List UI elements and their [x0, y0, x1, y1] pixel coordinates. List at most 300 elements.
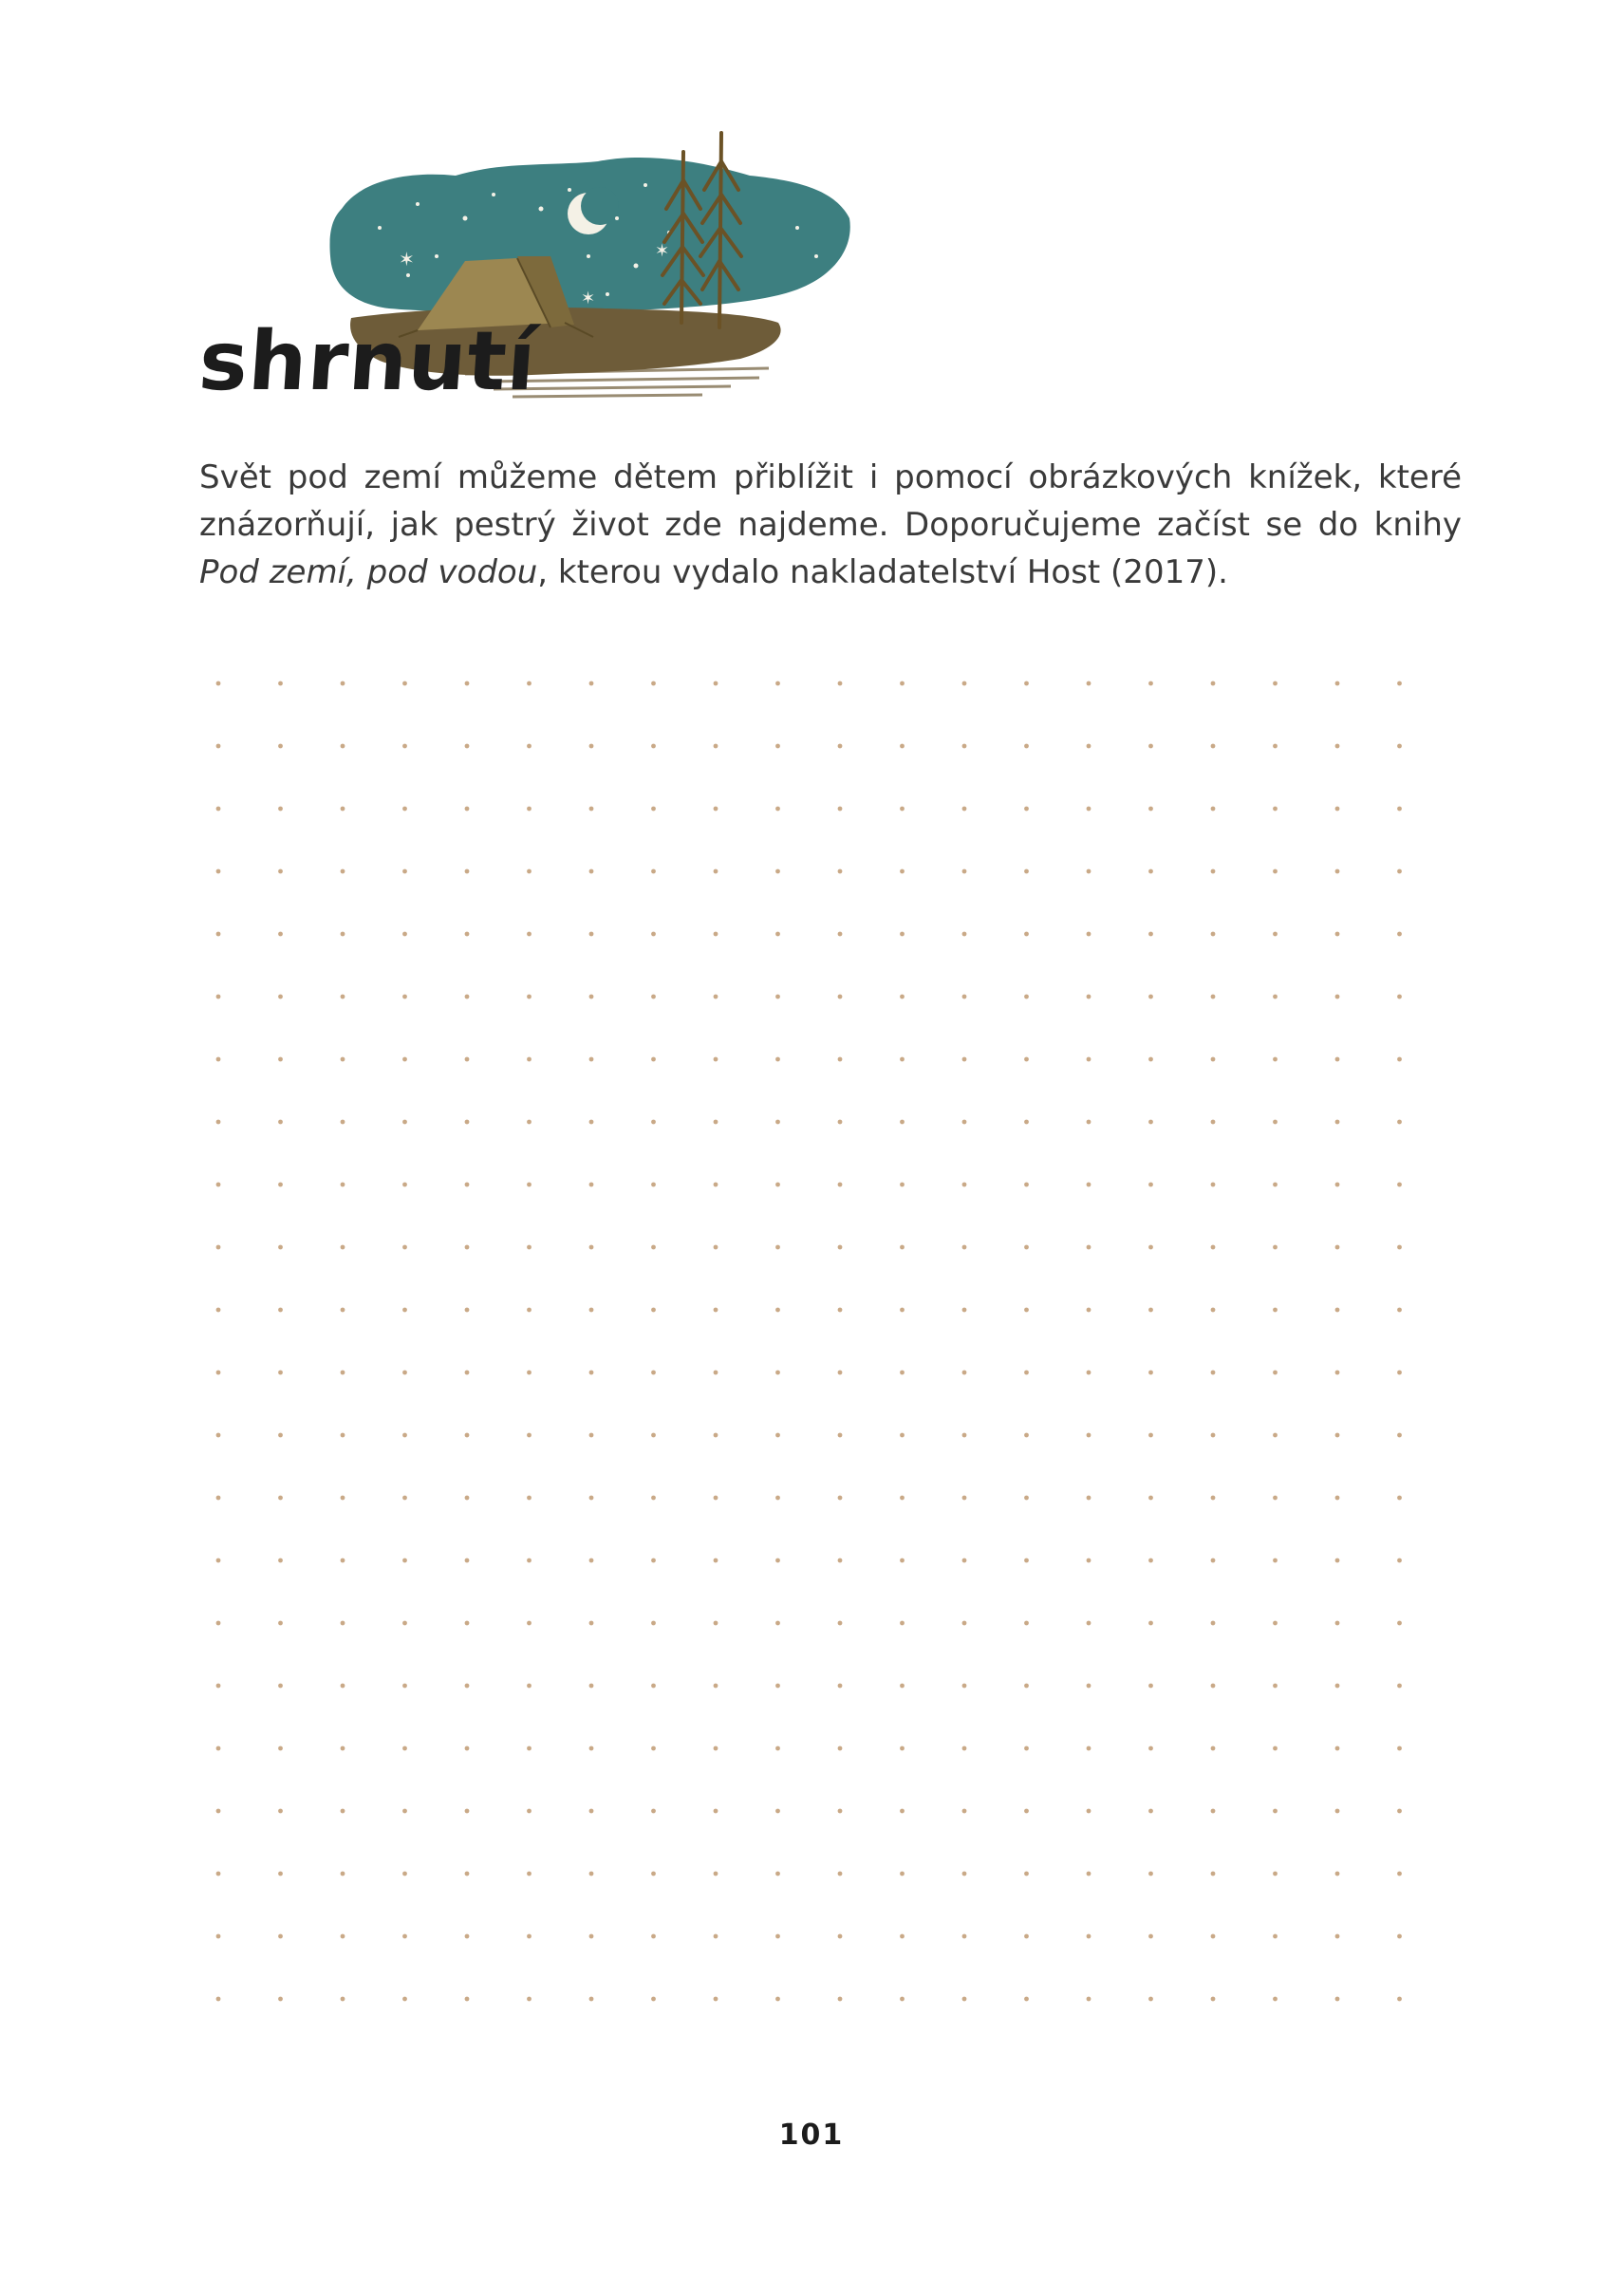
grid-dot [402, 1371, 407, 1375]
grid-dot [962, 807, 967, 812]
grid-dot [838, 681, 843, 686]
dot-grid [209, 664, 1433, 2031]
grid-dot [465, 1245, 470, 1250]
grid-dot [465, 1183, 470, 1187]
grid-dot [465, 744, 470, 749]
grid-dot [900, 932, 905, 937]
grid-dot [341, 1809, 345, 1814]
grid-dot [216, 932, 221, 937]
grid-dot [1335, 1934, 1340, 1939]
grid-dot [341, 1057, 345, 1062]
grid-dot [589, 1809, 594, 1814]
grid-dot [402, 1934, 407, 1939]
grid-dot [714, 1934, 718, 1939]
grid-dot [775, 1496, 780, 1501]
grid-dot [1273, 1684, 1278, 1689]
grid-dot [651, 1308, 656, 1313]
grid-dot [838, 1809, 843, 1814]
grid-dot [1024, 1809, 1029, 1814]
grid-dot [775, 1684, 780, 1689]
grid-dot [1087, 1308, 1091, 1313]
grid-dot [1397, 744, 1402, 749]
grid-dot [527, 1746, 532, 1751]
grid-dot [1087, 1872, 1091, 1876]
page-title: shrnutí [196, 314, 540, 409]
grid-dot [341, 1496, 345, 1501]
grid-dot [1148, 1746, 1153, 1751]
grid-dot [1024, 1621, 1029, 1626]
grid-dot [900, 1120, 905, 1125]
grid-dot [775, 1308, 780, 1313]
grid-dot [1397, 681, 1402, 686]
grid-dot [278, 1057, 283, 1062]
grid-dot [402, 1245, 407, 1250]
grid-dot [1148, 1057, 1153, 1062]
grid-dot [1087, 1934, 1091, 1939]
grid-dot [1148, 1120, 1153, 1125]
grid-dot [1087, 1371, 1091, 1375]
grid-dot [900, 1872, 905, 1876]
grid-dot [1087, 932, 1091, 937]
grid-dot [216, 744, 221, 749]
grid-dot [1397, 1371, 1402, 1375]
grid-dot [589, 1183, 594, 1187]
grid-dot [527, 1308, 532, 1313]
svg-text:✶: ✶ [581, 289, 596, 308]
grid-dot [900, 681, 905, 686]
grid-dot [838, 1872, 843, 1876]
grid-dot [527, 1684, 532, 1689]
grid-dot [838, 1433, 843, 1438]
grid-dot [216, 1934, 221, 1939]
grid-dot [775, 1433, 780, 1438]
summary-text-after: , kterou vydalo nakladatelství Host (2017). [537, 553, 1228, 591]
grid-dot [1024, 1746, 1029, 1751]
grid-dot [465, 1746, 470, 1751]
grid-dot [1397, 1559, 1402, 1563]
grid-dot [714, 1371, 718, 1375]
grid-dot [1087, 1245, 1091, 1250]
grid-dot [402, 1496, 407, 1501]
grid-dot [1397, 1684, 1402, 1689]
grid-dot [465, 807, 470, 812]
grid-dot [1273, 1746, 1278, 1751]
grid-dot [341, 932, 345, 937]
grid-dot [714, 869, 718, 874]
grid-dot [341, 1433, 345, 1438]
grid-dot [1273, 1621, 1278, 1626]
grid-dot [1148, 869, 1153, 874]
grid-dot [900, 1371, 905, 1375]
grid-dot [527, 1809, 532, 1814]
grid-dot [1211, 1621, 1216, 1626]
grid-dot [1211, 1559, 1216, 1563]
grid-dot [216, 1183, 221, 1187]
grid-dot [402, 807, 407, 812]
grid-dot [900, 1245, 905, 1250]
grid-dot [465, 1057, 470, 1062]
grid-dot [216, 1057, 221, 1062]
grid-dot [1024, 807, 1029, 812]
grid-dot [278, 1183, 283, 1187]
grid-dot [1024, 1559, 1029, 1563]
grid-dot [527, 807, 532, 812]
grid-dot [962, 1496, 967, 1501]
grid-dot [1273, 995, 1278, 999]
grid-dot [1211, 1433, 1216, 1438]
grid-dot [900, 1746, 905, 1751]
grid-dot [589, 1308, 594, 1313]
grid-dot [838, 807, 843, 812]
grid-dot [402, 1621, 407, 1626]
grid-dot [714, 1621, 718, 1626]
grid-dot [1024, 681, 1029, 686]
grid-dot [278, 1559, 283, 1563]
grid-dot [589, 869, 594, 874]
grid-dot [714, 681, 718, 686]
grid-dot [589, 1997, 594, 2002]
grid-dot [1273, 1183, 1278, 1187]
grid-dot [962, 1559, 967, 1563]
grid-dot [1273, 1308, 1278, 1313]
grid-dot [900, 1183, 905, 1187]
grid-dot [341, 681, 345, 686]
grid-dot [589, 1371, 594, 1375]
grid-dot [1087, 1997, 1091, 2002]
grid-dot [1335, 1120, 1340, 1125]
grid-dot [402, 1308, 407, 1313]
grid-dot [1211, 744, 1216, 749]
grid-dot [1211, 1496, 1216, 1501]
grid-dot [527, 1559, 532, 1563]
grid-dot [1087, 1684, 1091, 1689]
grid-dot [589, 807, 594, 812]
grid-dot [589, 1934, 594, 1939]
grid-dot [714, 744, 718, 749]
grid-dot [1397, 1872, 1402, 1876]
grid-dot [216, 1621, 221, 1626]
grid-dot [1335, 869, 1340, 874]
grid-dot [1024, 1245, 1029, 1250]
grid-dot [962, 1684, 967, 1689]
grid-dot [589, 995, 594, 999]
grid-dot [1087, 1183, 1091, 1187]
grid-dot [402, 1057, 407, 1062]
grid-dot [1397, 1245, 1402, 1250]
grid-dot [1087, 1057, 1091, 1062]
grid-dot [1273, 869, 1278, 874]
grid-dot [1148, 1997, 1153, 2002]
grid-dot [900, 1621, 905, 1626]
grid-dot [962, 1120, 967, 1125]
grid-dot [1335, 1809, 1340, 1814]
grid-dot [962, 744, 967, 749]
grid-dot [775, 681, 780, 686]
grid-dot [1211, 995, 1216, 999]
grid-dot [1335, 744, 1340, 749]
grid-dot [402, 932, 407, 937]
grid-dot [1148, 1308, 1153, 1313]
grid-dot [527, 995, 532, 999]
grid-dot [278, 1997, 283, 2002]
grid-dot [900, 1809, 905, 1814]
grid-dot [465, 1371, 470, 1375]
grid-dot [589, 1496, 594, 1501]
grid-dot [278, 1872, 283, 1876]
grid-dot [278, 932, 283, 937]
grid-dot [589, 1245, 594, 1250]
grid-dot [465, 1684, 470, 1689]
grid-dot [278, 1809, 283, 1814]
grid-dot [1335, 995, 1340, 999]
grid-dot [962, 1746, 967, 1751]
grid-dot [1024, 1684, 1029, 1689]
grid-dot [900, 1684, 905, 1689]
grid-dot [1024, 1934, 1029, 1939]
grid-dot [714, 1997, 718, 2002]
grid-dot [775, 1057, 780, 1062]
grid-dot [589, 1120, 594, 1125]
grid-dot [1024, 1183, 1029, 1187]
grid-dot [714, 1746, 718, 1751]
grid-dot [1335, 932, 1340, 937]
grid-dot [1024, 744, 1029, 749]
grid-dot [1087, 1120, 1091, 1125]
grid-dot [962, 1997, 967, 2002]
grid-dot [341, 1245, 345, 1250]
grid-dot [1273, 1433, 1278, 1438]
grid-dot [651, 932, 656, 937]
grid-dot [1148, 1433, 1153, 1438]
grid-dot [1148, 1559, 1153, 1563]
grid-dot [714, 1120, 718, 1125]
grid-dot [651, 1245, 656, 1250]
grid-dot [1273, 1496, 1278, 1501]
grid-dot [651, 1684, 656, 1689]
grid-dot [1211, 1308, 1216, 1313]
grid-dot [341, 1308, 345, 1313]
grid-dot [838, 1684, 843, 1689]
grid-dot [527, 1120, 532, 1125]
grid-dot [1335, 1559, 1340, 1563]
grid-dot [651, 1559, 656, 1563]
grid-dot [1148, 744, 1153, 749]
grid-dot [775, 1934, 780, 1939]
grid-dot [465, 995, 470, 999]
grid-dot [278, 1621, 283, 1626]
grid-dot [402, 1872, 407, 1876]
grid-dot [278, 1308, 283, 1313]
grid-dot [838, 995, 843, 999]
grid-dot [527, 1934, 532, 1939]
grid-dot [465, 1997, 470, 2002]
grid-dot [1335, 807, 1340, 812]
grid-dot [775, 1183, 780, 1187]
grid-dot [278, 1496, 283, 1501]
grid-dot [1087, 869, 1091, 874]
grid-dot [1397, 1934, 1402, 1939]
grid-dot [527, 1997, 532, 2002]
grid-dot [216, 1496, 221, 1501]
grid-dot [402, 1997, 407, 2002]
grid-dot [465, 1934, 470, 1939]
grid-dot [216, 1245, 221, 1250]
grid-dot [527, 1433, 532, 1438]
grid-dot [402, 995, 407, 999]
grid-dot [838, 1496, 843, 1501]
grid-dot [1397, 1746, 1402, 1751]
grid-dot [775, 1872, 780, 1876]
grid-dot [1148, 1183, 1153, 1187]
grid-dot [465, 1308, 470, 1313]
grid-dot [1273, 1934, 1278, 1939]
grid-dot [402, 1684, 407, 1689]
grid-dot [900, 995, 905, 999]
grid-dot [465, 932, 470, 937]
grid-dot [775, 1559, 780, 1563]
grid-dot [402, 1559, 407, 1563]
grid-dot [216, 1684, 221, 1689]
grid-dot [900, 1308, 905, 1313]
grid-dot [714, 1809, 718, 1814]
grid-dot [402, 869, 407, 874]
grid-dot [1087, 1746, 1091, 1751]
grid-dot [465, 1120, 470, 1125]
grid-dot [1087, 1496, 1091, 1501]
grid-dot [402, 1433, 407, 1438]
grid-dot [1211, 1934, 1216, 1939]
page-number: 101 [778, 2119, 845, 2152]
grid-dot [589, 1559, 594, 1563]
grid-dot [1024, 1308, 1029, 1313]
grid-dot [651, 995, 656, 999]
grid-dot [527, 1496, 532, 1501]
grid-dot [527, 681, 532, 686]
grid-dot [1273, 1997, 1278, 2002]
grid-dot [1148, 1684, 1153, 1689]
grid-dot [775, 1371, 780, 1375]
grid-dot [341, 995, 345, 999]
grid-dot [1087, 681, 1091, 686]
grid-dot [714, 1057, 718, 1062]
grid-dot [1211, 1809, 1216, 1814]
grid-dot [341, 1183, 345, 1187]
grid-dot [527, 1245, 532, 1250]
grid-dot [1335, 1746, 1340, 1751]
grid-dot [651, 1997, 656, 2002]
grid-dot [962, 1183, 967, 1187]
grid-dot [278, 869, 283, 874]
grid-dot [838, 1559, 843, 1563]
grid-dot [651, 1496, 656, 1501]
grid-dot [900, 1057, 905, 1062]
grid-dot [589, 744, 594, 749]
grid-dot [341, 1872, 345, 1876]
grid-dot [1273, 1371, 1278, 1375]
grid-dot [465, 1872, 470, 1876]
grid-dot [1397, 1308, 1402, 1313]
grid-dot [278, 1684, 283, 1689]
grid-dot [1087, 807, 1091, 812]
book-title: Pod zemí, pod vodou [199, 553, 538, 591]
grid-dot [962, 1371, 967, 1375]
grid-dot [1273, 807, 1278, 812]
grid-dot [1211, 1245, 1216, 1250]
grid-dot [838, 1934, 843, 1939]
grid-dot [1273, 932, 1278, 937]
grid-dot [1211, 869, 1216, 874]
grid-dot [651, 1809, 656, 1814]
grid-dot [1148, 1809, 1153, 1814]
grid-dot [962, 1934, 967, 1939]
grid-dot [216, 1997, 221, 2002]
grid-dot [1148, 1872, 1153, 1876]
grid-dot [1397, 995, 1402, 999]
grid-dot [1273, 1559, 1278, 1563]
grid-dot [1148, 1371, 1153, 1375]
grid-dot [1087, 1559, 1091, 1563]
grid-dot [527, 1057, 532, 1062]
grid-dot [714, 1684, 718, 1689]
grid-dot [1024, 1120, 1029, 1125]
grid-dot [1087, 1809, 1091, 1814]
svg-text:✶: ✶ [655, 241, 670, 261]
grid-dot [1273, 744, 1278, 749]
grid-dot [465, 1496, 470, 1501]
grid-dot [589, 1872, 594, 1876]
grid-dot [651, 807, 656, 812]
grid-dot [341, 1559, 345, 1563]
grid-dot [1211, 1057, 1216, 1062]
grid-dot [216, 1371, 221, 1375]
grid-dot [216, 1746, 221, 1751]
grid-dot [1211, 1120, 1216, 1125]
grid-dot [589, 681, 594, 686]
grid-dot [1211, 1746, 1216, 1751]
grid-dot [1211, 1183, 1216, 1187]
grid-dot [900, 869, 905, 874]
grid-dot [775, 1809, 780, 1814]
grid-dot [651, 1934, 656, 1939]
grid-dot [341, 1621, 345, 1626]
grid-dot [714, 1872, 718, 1876]
grid-dot [651, 1872, 656, 1876]
grid-dot [775, 1120, 780, 1125]
grid-dot [1024, 1371, 1029, 1375]
grid-dot [651, 1746, 656, 1751]
grid-dot [838, 744, 843, 749]
grid-dot [278, 1746, 283, 1751]
grid-dot [1148, 1245, 1153, 1250]
grid-dot [962, 932, 967, 937]
grid-dot [1273, 1872, 1278, 1876]
grid-dot [651, 1371, 656, 1375]
grid-dot [341, 1120, 345, 1125]
grid-dot [1335, 1308, 1340, 1313]
grid-dot [341, 1684, 345, 1689]
grid-dot [838, 1245, 843, 1250]
grid-dot [1087, 1621, 1091, 1626]
grid-dot [900, 1559, 905, 1563]
grid-dot [714, 1183, 718, 1187]
grid-dot [651, 744, 656, 749]
grid-dot [1273, 681, 1278, 686]
grid-dot [341, 1997, 345, 2002]
grid-dot [1397, 1997, 1402, 2002]
grid-dot [465, 1809, 470, 1814]
grid-dot [1211, 807, 1216, 812]
grid-dot [962, 1245, 967, 1250]
